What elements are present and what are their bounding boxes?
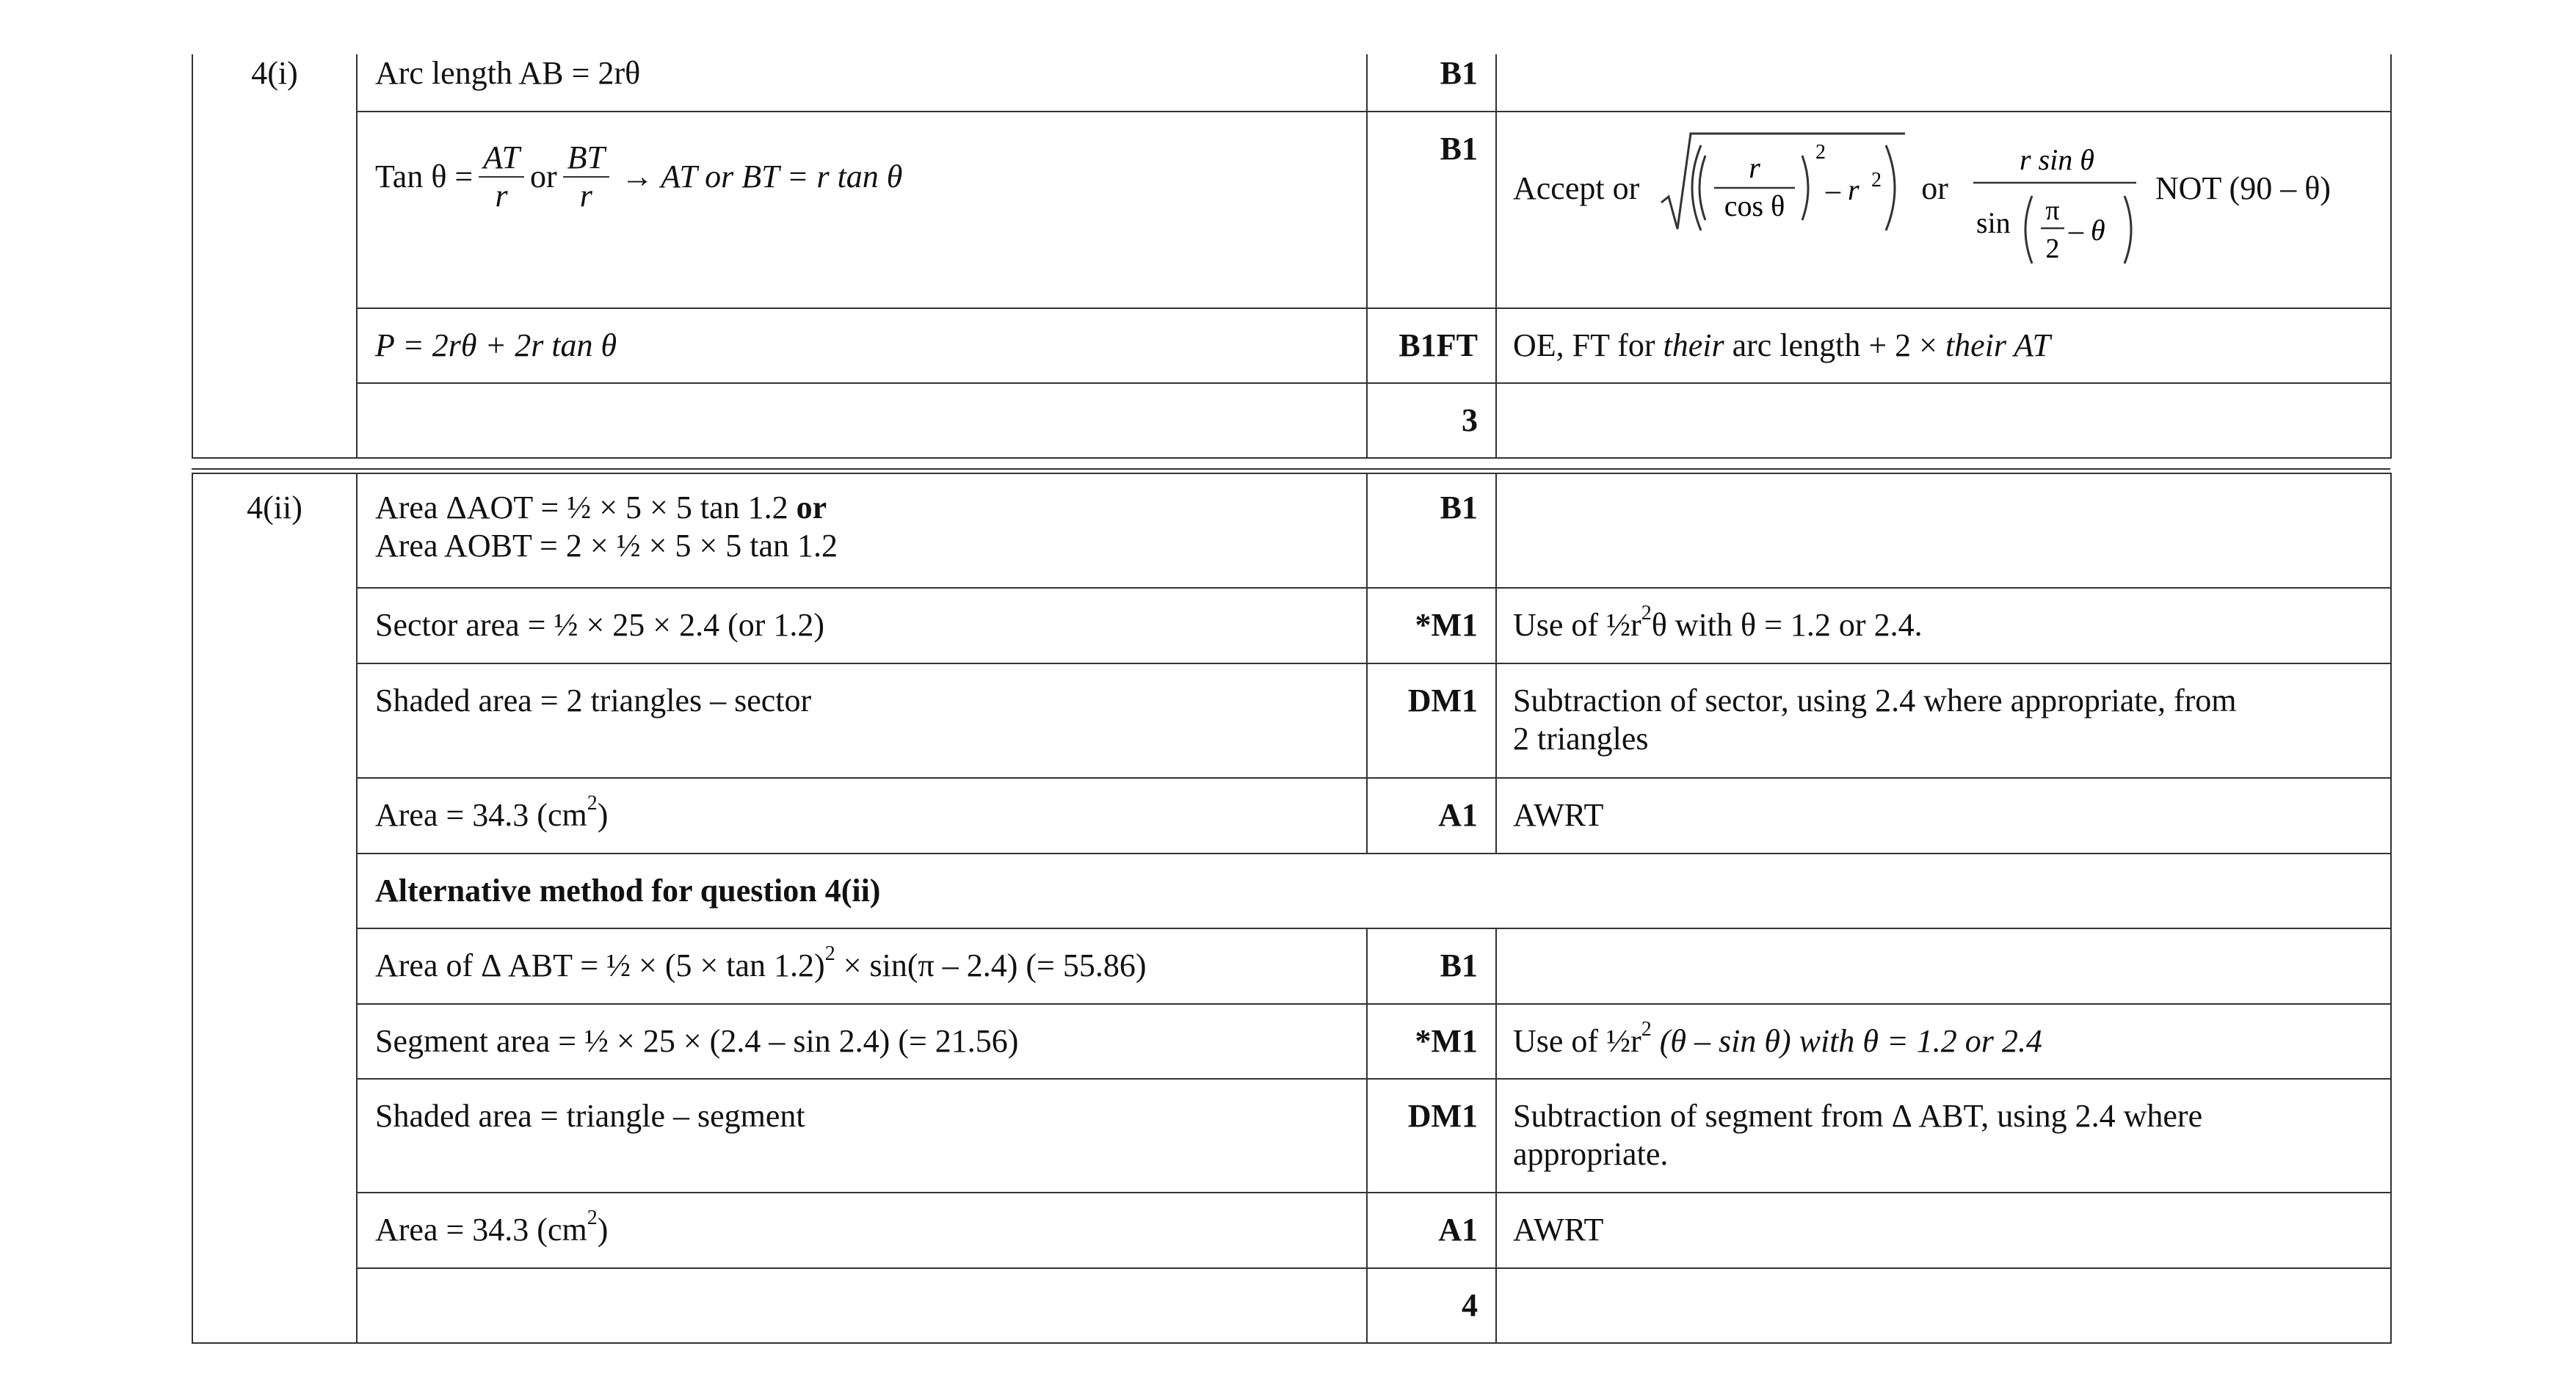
minus-theta: – θ xyxy=(2068,214,2105,247)
sqrt-minus-r: – r xyxy=(1826,173,1860,206)
guidance-cell xyxy=(1496,1193,2391,1268)
guidance-cell xyxy=(1496,473,2391,588)
table-row xyxy=(192,112,2391,308)
mark-cell xyxy=(1367,308,1496,383)
two-denominator: 2 xyxy=(2045,233,2060,264)
guidance-line-1: Subtraction of sector, using 2.4 where appropriate, from xyxy=(1513,683,2237,718)
guidance-line-2: appropriate. xyxy=(1513,1136,1669,1172)
radical-sign xyxy=(1658,126,1908,251)
mark-text: A1 xyxy=(1438,797,1478,833)
answer-superscript: 2 xyxy=(587,1207,598,1230)
answer-cell xyxy=(357,112,1367,308)
mark-scheme-table-part-ii xyxy=(192,473,2392,1344)
mark-text: B1 xyxy=(1440,490,1478,525)
sine-fraction xyxy=(1970,125,2139,272)
fraction-numerator: BT xyxy=(563,139,609,178)
answer-suffix: → AT or BT = r tan θ xyxy=(620,159,903,194)
section-divider xyxy=(192,468,2390,470)
mark-cell: B1 xyxy=(1367,54,1496,112)
guidance-text: OE, FT for xyxy=(1513,327,1663,363)
mark-cell xyxy=(1367,112,1496,308)
question-label-text: 4(ii) xyxy=(247,490,302,525)
answer-cell xyxy=(357,588,1367,663)
fraction-bt-over-r xyxy=(563,139,609,214)
mark-cell xyxy=(1367,1268,1496,1343)
table-row xyxy=(192,663,2391,778)
guidance-cell xyxy=(1496,308,2391,383)
guidance-accept-expression xyxy=(1513,98,2390,280)
mark-cell xyxy=(1367,1079,1496,1193)
answer-cell xyxy=(357,1004,1367,1079)
mark-cell xyxy=(1367,663,1496,778)
fraction-denominator: r xyxy=(579,178,592,214)
answer-text: Area = 34.3 (cm xyxy=(375,797,587,833)
guidance-not-text: NOT (90 – θ) xyxy=(2155,170,2331,206)
guidance-fraction-numerator: r sin θ xyxy=(2019,143,2094,176)
answer-text: Area = 34.3 (cm xyxy=(375,1212,587,1248)
answer-prefix: Tan θ = xyxy=(375,159,474,194)
answer-cell xyxy=(357,54,1367,112)
answer-text: × sin(π – 2.4) (= 55.86) xyxy=(835,947,1147,983)
answer-cell xyxy=(357,778,1367,854)
mark-text: B1FT xyxy=(1398,327,1478,363)
answer-cell xyxy=(357,1079,1367,1193)
guidance-or-word: or xyxy=(1921,170,1948,206)
guidance-text: (θ – sin θ) with θ = 1.2 or 2.4 xyxy=(1651,1023,2042,1059)
mark-cell xyxy=(1367,1193,1496,1268)
answer-cell xyxy=(357,663,1367,778)
table-row xyxy=(192,473,2391,588)
guidance-cell xyxy=(1496,928,2391,1004)
answer-text: P = 2rθ + 2r tan θ xyxy=(375,327,617,363)
table-row xyxy=(192,588,2391,663)
mark-cell xyxy=(1367,383,1496,458)
pi-symbol: π xyxy=(2045,195,2060,226)
guidance-fraction xyxy=(1970,125,2139,281)
mark-text: A1 xyxy=(1438,1212,1478,1248)
mark-text: *M1 xyxy=(1415,1023,1478,1059)
mark-cell xyxy=(1367,473,1496,588)
or-bold: or xyxy=(796,490,827,525)
mark-text: *M1 xyxy=(1415,607,1478,643)
mark-total: 3 xyxy=(1462,402,1478,438)
guidance-cell xyxy=(1496,1268,2391,1343)
answer-cell xyxy=(357,308,1367,383)
guidance-cell xyxy=(1496,663,2391,778)
guidance-their-at: their AT xyxy=(1945,327,2050,363)
guidance-text: AWRT xyxy=(1513,797,1604,833)
square-root-expression xyxy=(1658,126,1908,251)
mark-cell xyxy=(1367,1004,1496,1079)
answer-superscript: 2 xyxy=(824,942,835,966)
fraction-at-over-r xyxy=(479,139,524,214)
guidance-superscript: 2 xyxy=(1641,1018,1652,1041)
alternative-method-heading-cell xyxy=(357,854,2391,928)
mark-text: B1 xyxy=(1440,131,1478,167)
answer-text: Shaded area = triangle – segment xyxy=(375,1098,805,1134)
table-row xyxy=(192,1079,2391,1193)
table-row xyxy=(192,854,2391,928)
mark-cell xyxy=(1367,928,1496,1004)
guidance-text: AWRT xyxy=(1513,1212,1604,1248)
sqrt-minus-power: 2 xyxy=(1871,169,1882,192)
sqrt-numerator: r xyxy=(1749,151,1761,184)
answer-superscript: 2 xyxy=(587,792,598,815)
answer-line-2: Area AOBT = 2 × ½ × 5 × 5 tan 1.2 xyxy=(375,528,838,564)
guidance-line-2: 2 triangles xyxy=(1513,721,1649,757)
table-row xyxy=(192,778,2391,854)
answer-text: Segment area = ½ × 25 × (2.4 – sin 2.4) (= 21.56) xyxy=(375,1023,1019,1059)
guidance-text: arc length + 2 × xyxy=(1724,327,1945,363)
answer-cell xyxy=(357,928,1367,1004)
guidance-text: Use of ½r xyxy=(1513,1023,1641,1059)
mark-scheme-table-part-i xyxy=(192,54,2392,459)
table-row xyxy=(192,308,2391,383)
table-row xyxy=(192,928,2391,1004)
mark-cell xyxy=(1367,778,1496,854)
answer-cell xyxy=(357,473,1367,588)
question-label xyxy=(192,473,357,1343)
guidance-text: θ with θ = 1.2 or 2.4. xyxy=(1651,607,1923,643)
question-label: 4(i) xyxy=(192,54,357,458)
answer-text: Area of Δ ABT = ½ × (5 × tan 1.2) xyxy=(375,947,825,983)
guidance-cell xyxy=(1496,1004,2391,1079)
sqrt-power: 2 xyxy=(1815,141,1826,164)
table-row xyxy=(192,1268,2391,1343)
fraction-denominator: r xyxy=(495,178,508,214)
guidance-line-1: Subtraction of segment from Δ ABT, using 2.4 where xyxy=(1513,1098,2203,1134)
guidance-superscript: 2 xyxy=(1641,602,1652,625)
mark-cell xyxy=(1367,588,1496,663)
guidance-cell xyxy=(1496,112,2391,308)
guidance-cell xyxy=(1496,588,2391,663)
answer-text: ) xyxy=(597,797,609,833)
answer-text: Arc length AB = 2rθ xyxy=(375,55,641,91)
guidance-accept-text: Accept or xyxy=(1513,170,1640,206)
fraction-numerator: AT xyxy=(479,139,524,178)
answer-line-1: Area ΔAOT = ½ × 5 × 5 tan 1.2 xyxy=(375,490,797,525)
sin-text: sin xyxy=(1975,206,2011,239)
answer-cell xyxy=(357,383,1367,458)
table-row xyxy=(192,1193,2391,1268)
guidance-cell xyxy=(1496,1079,2391,1193)
table-row xyxy=(192,1004,2391,1079)
guidance-cell xyxy=(1496,778,2391,854)
answer-text: Sector area = ½ × 25 × 2.4 (or 1.2) xyxy=(375,607,825,643)
guidance-cell xyxy=(1496,383,2391,458)
table-row xyxy=(192,383,2391,458)
guidance-their: their xyxy=(1663,327,1724,363)
answer-text: Shaded area = 2 triangles – sector xyxy=(375,683,812,718)
mark-text: B1 xyxy=(1440,947,1478,983)
answer-cell xyxy=(357,1193,1367,1268)
sqrt-denominator: cos θ xyxy=(1724,189,1785,222)
guidance-text: Use of ½r xyxy=(1513,607,1641,643)
answer-cell xyxy=(357,1268,1367,1343)
mark-text: DM1 xyxy=(1407,1098,1478,1134)
mark-text: DM1 xyxy=(1407,683,1478,718)
mark-total: 4 xyxy=(1462,1287,1478,1323)
answer-text: ) xyxy=(597,1212,609,1248)
alternative-method-heading: Alternative method for question 4(ii) xyxy=(375,873,881,909)
or-word: or xyxy=(529,159,557,194)
